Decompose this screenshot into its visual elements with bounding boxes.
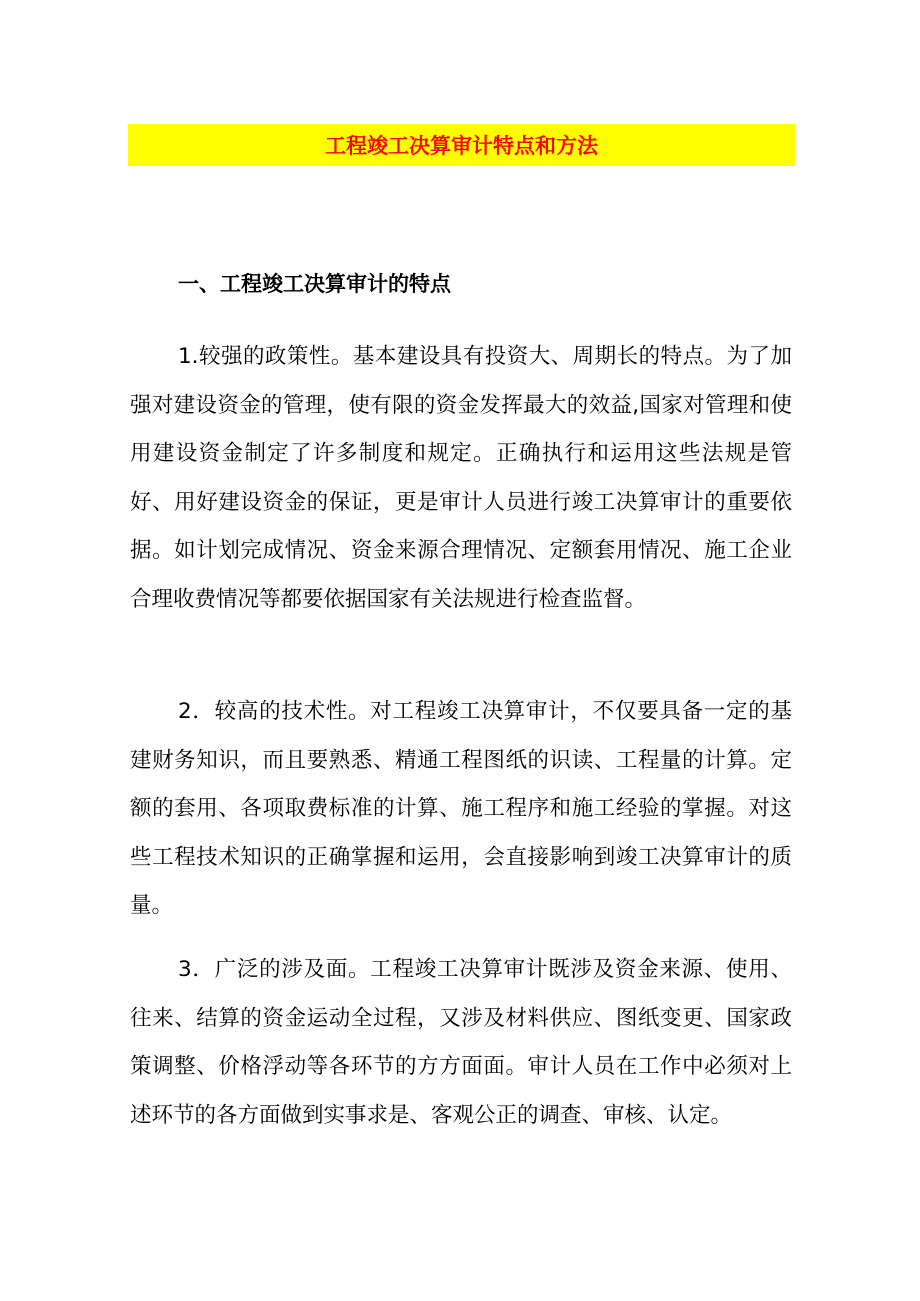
title-banner [128, 124, 795, 166]
paragraph-technical: 2．较高的技术性。对工程竣工决算审计，不仅要具备一定的基建财务知识，而且要熟悉、精通工程图纸的识读、工程量的计算。定额的套用、各项取费标准的计算、施工程序和施工经验的掌握。对这些工程技术知识的正确掌握和运用，会直接影响到竣工决算审计的质量。 [130, 699, 792, 918]
document-title: 工程竣工决算审计特点和方法 [325, 134, 598, 158]
paragraph-policy: 1.较强的政策性。基本建设具有投资大、周期长的特点。为了加强对建设资金的管理，使有限的资金发挥最大的效益,国家对管理和使用建设资金制定了许多制度和规定。正确执行和运用这些法规是管好、用好建设资金的保证，更是审计人员进行竣工决算审计的重要依据。如计划完成情况、资金来源合理情况、定额套用情况、施工企业合理收费情况等都要依据国家有关法规进行检查监督。 [130, 344, 792, 612]
paragraph-scope: 3．广泛的涉及面。工程竣工决算审计既涉及资金来源、使用、往来、结算的资金运动全过程，又涉及材料供应、图纸变更、国家政策调整、价格浮动等各环节的方方面面。审计人员在工作中必须对上述环节的各方面做到实事求是、客观公正的调查、审核、认定。 [130, 957, 792, 1128]
section-heading: 一、工程竣工决算审计的特点 [178, 272, 451, 296]
